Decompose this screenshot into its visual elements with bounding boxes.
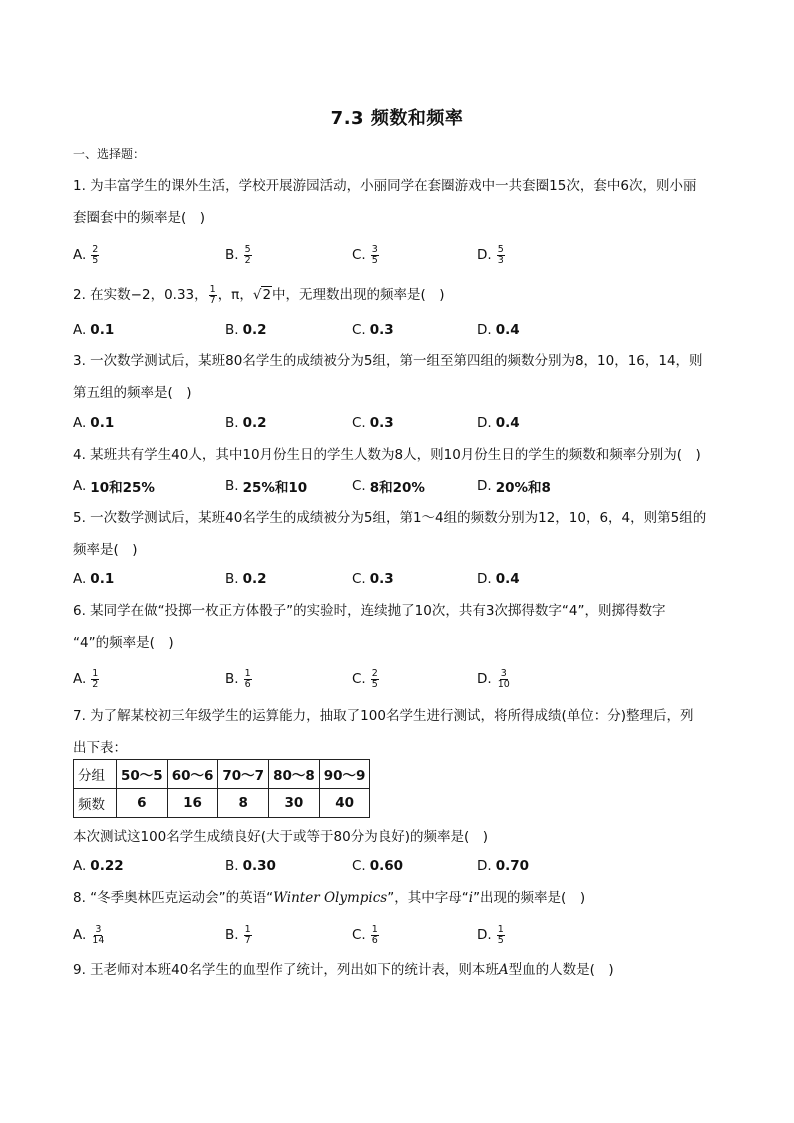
fraction: $\frac{2}{5}$ <box>371 667 378 690</box>
option-d[interactable]: D. 0.4 <box>477 571 520 587</box>
fraction: $\frac{3}{10}$ <box>497 667 510 690</box>
fraction: $\frac{1}{7}$ <box>244 923 251 946</box>
question-5-line-1: 5. 一次数学测试后，某班40名学生的成绩被分为5组，第1～4组的频数分别为12，10，6，4，则第5组的 <box>73 510 707 526</box>
table-row <box>74 789 370 818</box>
section-heading: 一、选择题： <box>73 147 146 161</box>
option-d[interactable]: D. 0.4 <box>477 322 520 338</box>
question-5-options <box>73 565 723 593</box>
option-c[interactable]: C. 0.3 <box>352 571 394 587</box>
fraction: $\frac{1}{6}$ <box>371 923 378 946</box>
table-cell: 80～8 <box>269 760 320 789</box>
question-6-options <box>73 665 723 693</box>
letter: i <box>468 890 474 906</box>
question-3 <box>73 345 723 409</box>
table-cell: 30 <box>269 789 320 818</box>
question-7-stem: 本次测试这100名学生成绩良好(大于或等于80分为良好)的频率是( ) <box>73 829 489 845</box>
fraction: $\frac{2}{5}$ <box>92 243 99 266</box>
option-d[interactable]: D. 20%和8 <box>477 478 551 496</box>
table-cell: 40 <box>319 789 370 818</box>
table-cell: 50～5 <box>117 760 168 789</box>
option-c[interactable]: C. $\frac{2}{5}$ <box>352 667 378 690</box>
option-d[interactable]: D. $\frac{5}{3}$ <box>477 243 504 266</box>
question-1 <box>73 170 723 234</box>
table-row <box>74 760 370 789</box>
fraction: $\frac{1}{7}$ <box>209 283 216 306</box>
option-b[interactable]: B. 0.30 <box>225 858 276 874</box>
option-d[interactable]: D. $\frac{1}{5}$ <box>477 923 504 946</box>
question-6-line-2: “4”的频率是( ) <box>73 635 174 651</box>
question-3-line-1: 3. 一次数学测试后，某班80名学生的成绩被分为5组，第一组至第四组的频数分别为8，10，16，14，则 <box>73 353 703 369</box>
fraction: $\frac{3}{14}$ <box>92 923 105 946</box>
question-2: 2. 在实数−2，0.33， $\frac{1}{7}$ ，π， √2 中，无理数出现的频率是( ) <box>73 279 723 311</box>
option-c[interactable]: C. $\frac{3}{5}$ <box>352 243 378 266</box>
question-2-options <box>73 316 723 344</box>
table-cell: 16 <box>167 789 218 818</box>
table-header-cell: 分组 <box>74 760 117 789</box>
option-d[interactable]: D. 0.4 <box>477 415 520 431</box>
option-b[interactable]: B. $\frac{1}{7}$ <box>225 923 251 946</box>
question-4 <box>73 439 723 471</box>
question-9: 9. 王老师对本班40名学生的血型作了统计，列出如下的统计表，则本班A型血的人数是( ) <box>73 962 614 978</box>
question-1-line-1: 1. 为丰富学生的课外生活，学校开展游园活动，小丽同学在套圈游戏中一共套圈15次，套中6次，则小丽 <box>73 178 697 194</box>
question-5 <box>73 502 723 566</box>
option-a[interactable]: A. 0.1 <box>73 415 115 431</box>
question-1-line-2: 套圈套中的频率是( ) <box>73 210 206 226</box>
question-3-options <box>73 409 723 437</box>
question-4-line-1: 4. 某班共有学生40人，其中10月份生日的学生人数为8人，则10月份生日的学生的频数和频率分别为( ) <box>73 447 701 463</box>
option-c[interactable]: C. 0.3 <box>352 415 394 431</box>
question-7-line-2: 出下表： <box>73 740 127 756</box>
question-7 <box>73 700 723 764</box>
question-1-options <box>73 241 723 269</box>
option-c[interactable]: C. $\frac{1}{6}$ <box>352 923 378 946</box>
option-a[interactable]: A. $\frac{1}{2}$ <box>73 667 99 690</box>
square-root: √2 <box>252 287 272 303</box>
option-b[interactable]: B. 25%和10 <box>225 478 308 496</box>
frequency-table <box>73 759 370 818</box>
option-d[interactable]: D. 0.70 <box>477 858 529 874</box>
table-header-cell: 频数 <box>74 789 117 818</box>
question-6-line-1: 6. 某同学在做“投掷一枚正方体骰子”的实验时，连续抛了10次，共有3次掷得数字“4”，则掷得数字 <box>73 603 666 619</box>
question-7-options <box>73 852 723 880</box>
option-a[interactable]: A. $\frac{3}{14}$ <box>73 923 105 946</box>
table-cell: 6 <box>117 789 168 818</box>
question-7-line-1: 7. 为了解某校初三年级学生的运算能力，抽取了100名学生进行测试，将所得成绩(单位：分)整理后，列 <box>73 708 694 724</box>
option-a[interactable]: A. 0.1 <box>73 571 115 587</box>
question-3-line-2: 第五组的频率是( ) <box>73 385 192 401</box>
fraction: $\frac{5}{2}$ <box>244 243 251 266</box>
option-c[interactable]: C. 0.60 <box>352 858 404 874</box>
option-c[interactable]: C. 8和20% <box>352 478 425 496</box>
fraction: $\frac{1}{6}$ <box>244 667 251 690</box>
option-a[interactable]: A. 0.22 <box>73 858 124 874</box>
letter: A <box>498 962 509 978</box>
option-a[interactable]: A. $\frac{2}{5}$ <box>73 243 99 266</box>
question-5-line-2: 频率是( ) <box>73 542 138 558</box>
table-cell: 70～7 <box>218 760 269 789</box>
option-b[interactable]: B. 0.2 <box>225 415 267 431</box>
table-cell: 60～6 <box>167 760 218 789</box>
fraction: $\frac{3}{5}$ <box>371 243 378 266</box>
fraction: $\frac{1}{5}$ <box>497 923 504 946</box>
question-8-options <box>73 921 723 949</box>
table-cell: 90～9 <box>319 760 370 789</box>
fraction: $\frac{1}{2}$ <box>92 667 99 690</box>
question-4-options <box>73 472 723 500</box>
question-6 <box>73 595 723 659</box>
option-a[interactable]: A. 10和25% <box>73 478 155 496</box>
question-8: 8. “冬季奥林匹克运动会”的英语“Winter Olympics”，其中字母“i”出现的频率是( ) <box>73 890 586 906</box>
fraction: $\frac{5}{3}$ <box>497 243 504 266</box>
option-b[interactable]: B. $\frac{5}{2}$ <box>225 243 251 266</box>
option-b[interactable]: B. $\frac{1}{6}$ <box>225 667 251 690</box>
option-b[interactable]: B. 0.2 <box>225 571 267 587</box>
option-c[interactable]: C. 0.3 <box>352 322 394 338</box>
option-d[interactable]: D. $\frac{3}{10}$ <box>477 667 510 690</box>
english-term: Winter Olympics <box>273 890 388 906</box>
option-b[interactable]: B. 0.2 <box>225 322 267 338</box>
option-a[interactable]: A. 0.1 <box>73 322 115 338</box>
page-title: 7.3 频数和频率 <box>330 108 464 129</box>
table-cell: 8 <box>218 789 269 818</box>
